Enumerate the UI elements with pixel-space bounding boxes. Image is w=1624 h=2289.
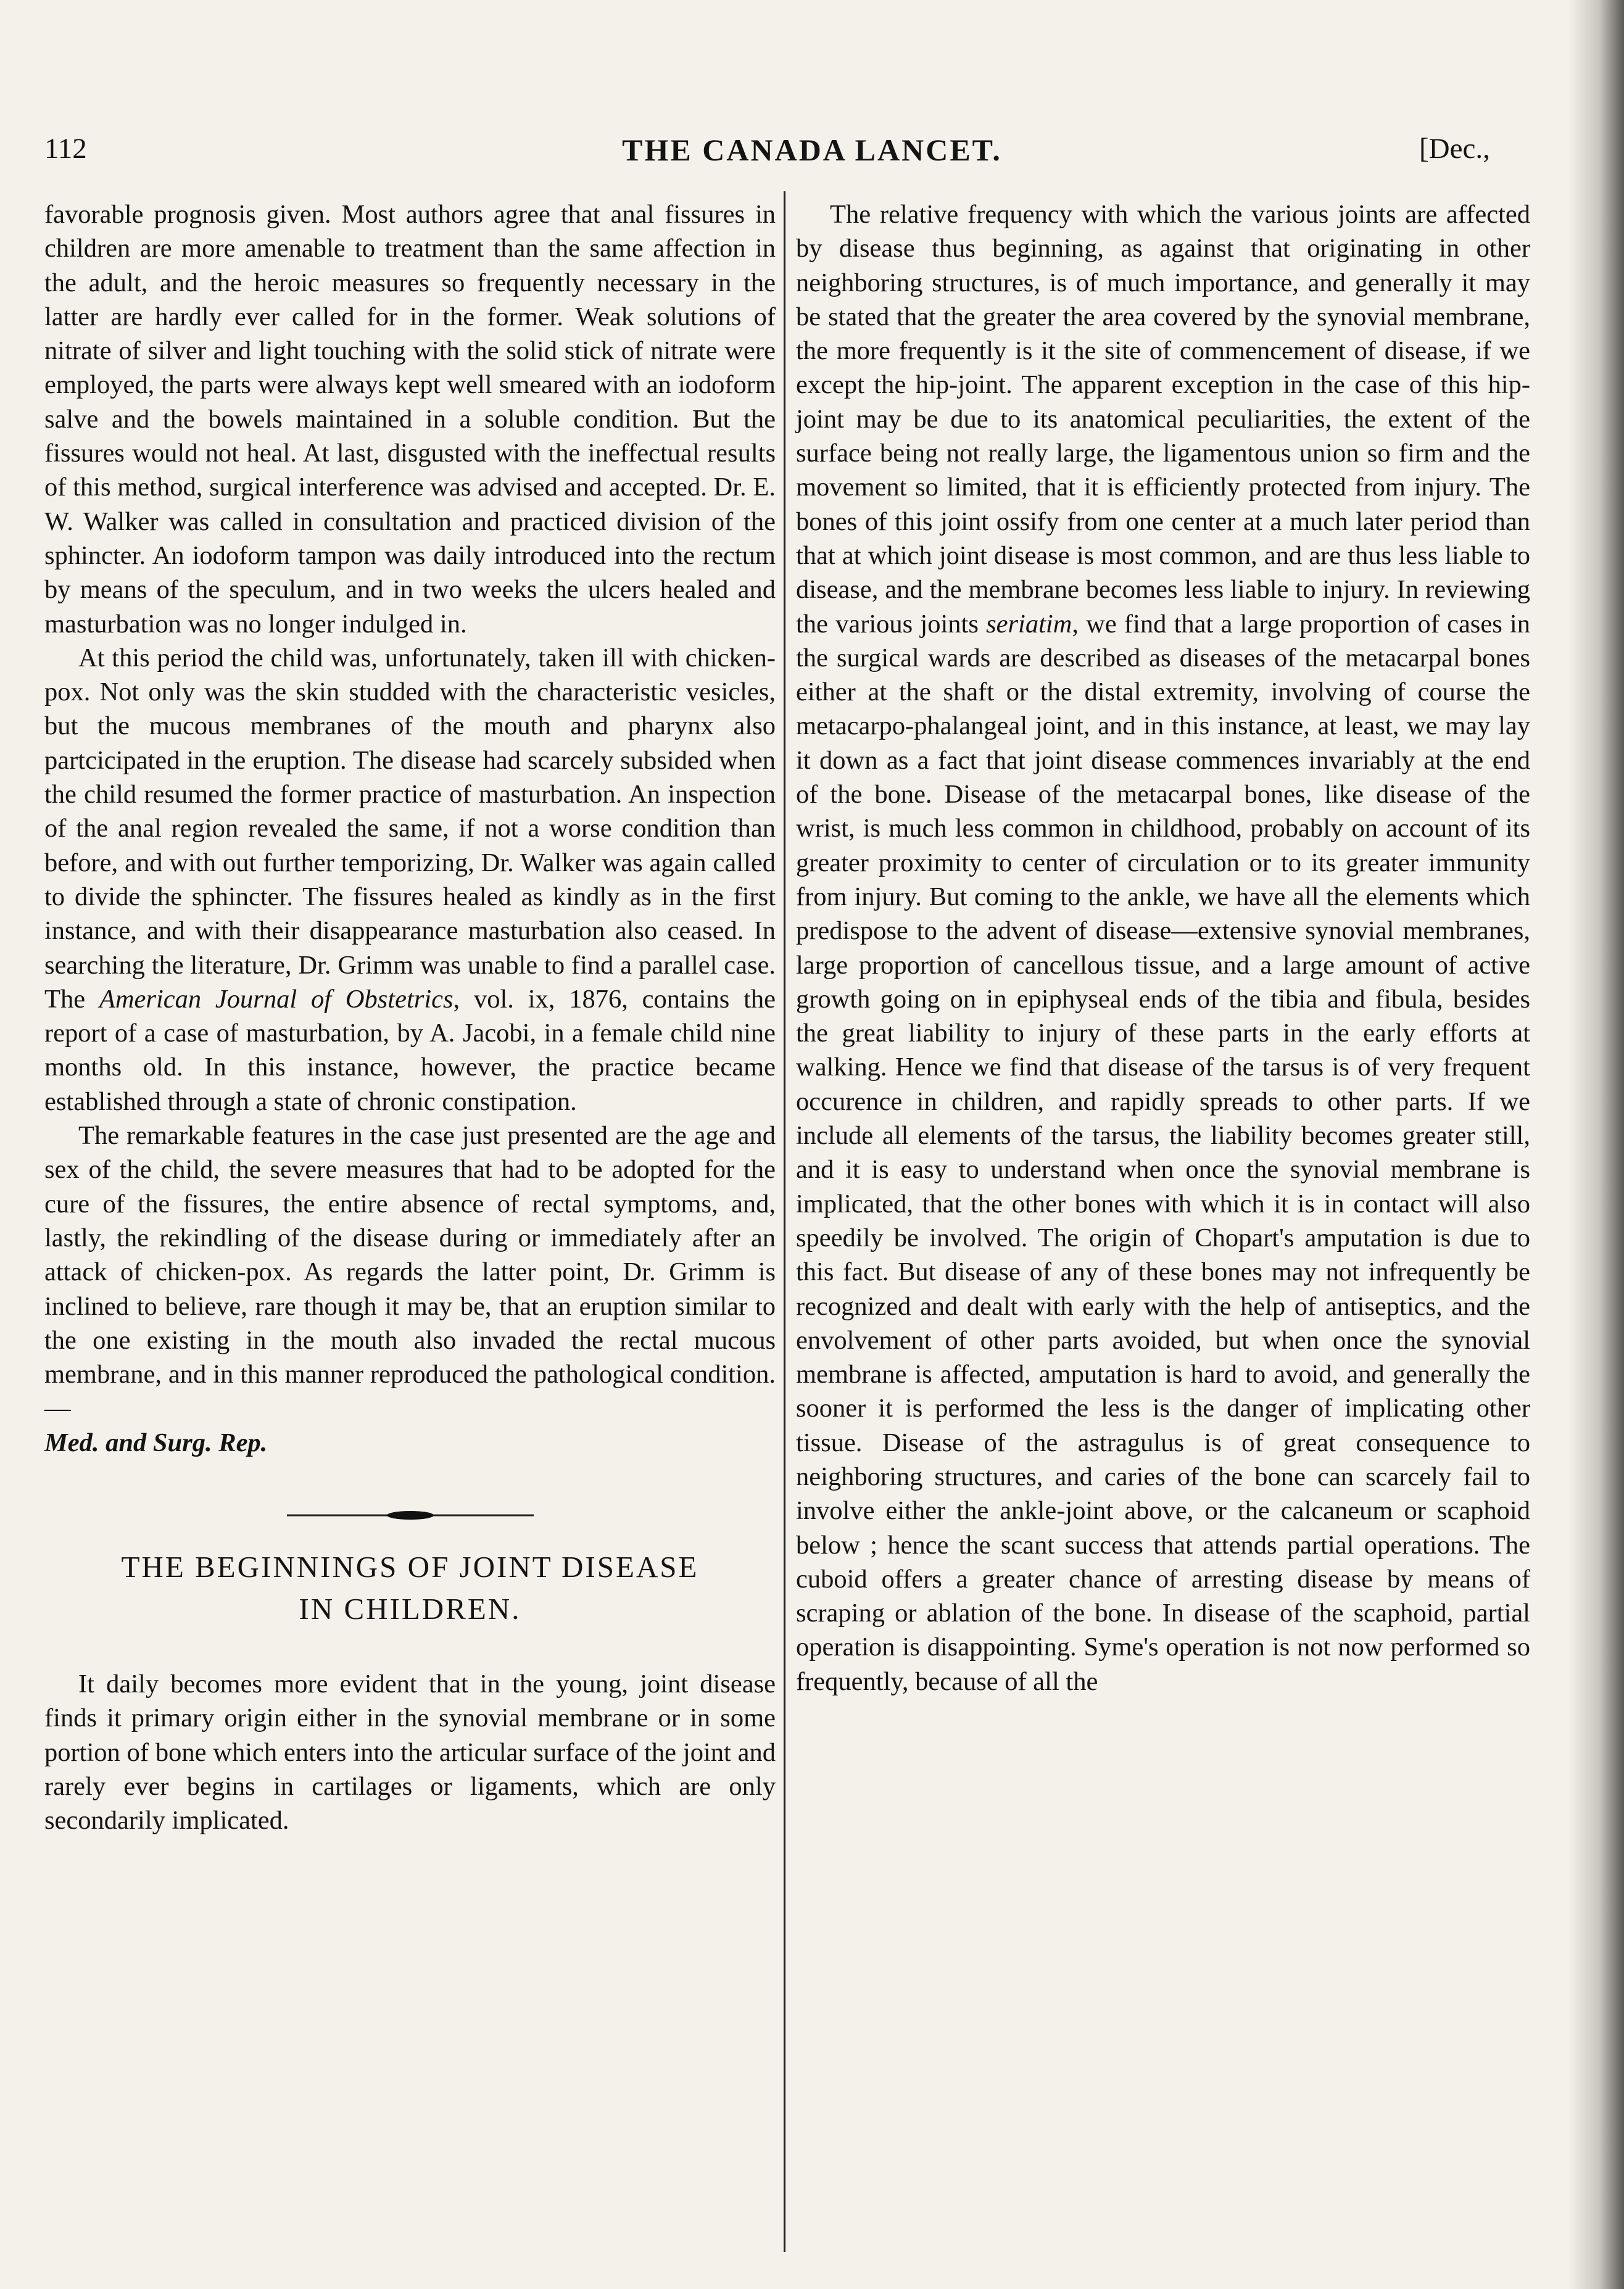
- chicken-pox-text: At this period the child was, unfortunately, taken ill with chicken-pox. Not only was the skin studded with the characteristic vesicles, but the mucous membranes of the mouth and pharynx also partcicipated in the eruption. The disease had scarcely subsided when the child resumed the former practice of masturbation. An inspection of the anal region revealed the same, if not a worse condition than before, and with out further temporizing, Dr. Walker was again called to divide the sphincter. The fissures healed as kindly as in the first instance, and with their disappearance masturbation also ceased. In searching the literature, Dr. Grimm was unable to find a parallel case.: [44, 643, 776, 980]
- running-title: THE CANADA LANCET.: [622, 133, 1002, 167]
- page-number: 112: [44, 133, 87, 165]
- paragraph-chicken-pox: [44, 641, 776, 1119]
- paragraph-prognosis: favorable prognosis given. Most authors agree that anal fissures in children are more amenable to treatment than the same affection in the adult, and the heroic measures so frequently necessary in the latter are hardly ever called for in the former. Weak solutions of nitrate of silver and light touching with the solid stick of nitrate were employed, the parts were always kept well smeared with an iodoform salve and the bowels maintained in a soluble condition. But the fissures would not heal. At last, disgusted with the ineffectual results of this method, surgical interference was advised and accepted. Dr. E. W. Walker was called in consultation and practiced division of the sphincter. An iodoform tampon was daily introduced into the rectum by means of the speculum, and in two weeks the ulcers healed and masturbation was no longer indulged in.: [44, 200, 776, 639]
- source-attribution: Med. and Surg. Rep.: [44, 1428, 268, 1457]
- journal-title: American Journal of Obstetrics: [99, 984, 454, 1014]
- remarkable-features-text: The remarkable features in the case just presented are the age and sex of the child, the severe measures that had to be adopted for the cure of the fissures, the entire absence of rectal symptoms, and, lastly, the rekindling of the disease during or immediately after an attack of chicken-pox. As regards the latter point, Dr. Grimm is inclined to believe, rare though it may be, that an eruption similar to the one existing in the mouth also invaded the rectal mucous membrane, and in this manner reproduced the pathological condition.—: [44, 1121, 776, 1423]
- paragraph-remarkable-features: [44, 1119, 776, 1460]
- issue-date-mark: [Dec.,: [1419, 133, 1490, 165]
- seriatim-term: seriatim: [986, 609, 1072, 639]
- left-column: [44, 197, 776, 1837]
- relative-frequency-text-b: , we find that a large proportion of cases in the surgical wards are described as diseases of the metacarpal bones either at the shaft or the distal extremity, involving of course the metacarpo-phalangeal joint, and in this instance, at least, we may lay it down as a fact that joint disease commences invariably at the end of the bone. Disease of the metacarpal bones, like disease of the wrist, is much less common in childhood, probably on account of its greater proximity to center of circulation or to its greater immunity from injury. But coming to the ankle, we have all the elements which predispose to the advent of disease—extensive synovial membranes, large proportion of cancellous tissue, and a large amount of active growth going on in epiphyseal ends of the tibia and fibula, besides the great liability to injury of these parts in the early efforts at walking. Hence we find that disease of the tarsus is of very frequent occurence in children, and rapidly spreads to other parts. If we include all elements of the tarsus, the liability becomes greater still, and it is easy to understand when once the synovial membrane is implicated, that the other bones with which it is in contact will also speedily be involved. The origin of Chopart's amputation is due to this fact. But disease of any of these bones may not infrequently be recognized and dealt with early with the help of antiseptics, and the envolvement of other parts avoided, but when once the synovial membrane is affected, amputation is hard to avoid, and generally the sooner it is performed the less is the danger of implicating other tissue. Disease of the astragulus is of great consequence to neighboring structures, and caries of the bone can scarcely fail to involve either the ankle-joint above, or the calcaneum or scaphoid below ; hence the scant success that attends partial operations. The cuboid offers a greater chance of arresting disease by means of scraping or ablation of the bone. In disease of the scaphoid, partial operation is disappointing. Syme's operation is not now performed so frequently, because of all the: [796, 609, 1530, 1696]
- journal-citation-rest: , vol. ix, 1876, contains the report of a case of masturbation, by A. Jacobi, in a female child nine months old. In this instance, however, the practice became established through a state of chronic constipation.: [44, 984, 776, 1116]
- section-divider-ornament: [287, 1509, 534, 1521]
- section-heading-line1: THE BEGINNINGS OF JOINT DISEASE: [121, 1549, 699, 1584]
- scan-page-edge-shadow: [1568, 0, 1624, 2289]
- relative-frequency-text-a: The relative frequency with which the various joints are affected by disease thus beginning, as against that originating in other neighboring structures, is of much importance, and generally it may be stated that the greater the area covered by the synovial membrane, the more frequently is it the site of commencement of disease, if we except the hip-joint. The apparent exception in the case of this hip-joint may be due to its anatomical peculiarities, the extent of the surface being not really large, the ligamentous union so firm and the movement so limited, that it is efficiently protected from injury. The bones of this joint ossify from one center at a much later period than that at which joint disease is most common, and are thus less liable to disease, and the membrane becomes less liable to injury. In reviewing the various joints: [796, 200, 1530, 639]
- paragraph-relative-frequency: [796, 197, 1530, 1699]
- journal-lead-word: The: [44, 984, 86, 1014]
- section-heading: [44, 1546, 776, 1630]
- right-column: [796, 197, 1530, 1699]
- column-divider: [784, 191, 785, 2252]
- section-heading-line2: IN CHILDREN.: [299, 1591, 521, 1626]
- paragraph-joint-disease-origin: It daily becomes more evident that in the young, joint disease finds it primary origin either in the synovial membrane or in some portion of bone which enters into the articular surface of the joint and rarely ever begins in cartilages or ligaments, which are only secondarily implicated.: [44, 1669, 776, 1836]
